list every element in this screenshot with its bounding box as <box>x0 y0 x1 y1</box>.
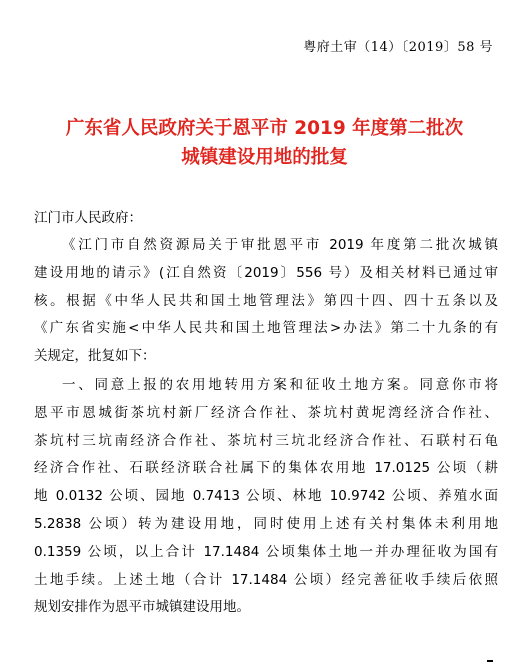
paragraph-line: 土地手续。上述土地（合计 17.1484 公顷）经完善征收手续后依照 <box>34 571 498 588</box>
paragraph-line: 规划安排作为恩平市城镇建设用地。 <box>34 599 250 616</box>
paragraph-line: 《广东省实施<中华人民共和国土地管理法>办法》第二十九条的有 <box>34 320 498 337</box>
paragraph-line: 《江门市自然资源局关于审批恩平市 2019 年度第二批次城镇 <box>62 237 498 253</box>
paragraph-line: 关规定，批复如下： <box>34 348 156 365</box>
title-line-1: 广东省人民政府关于恩平市 2019 年度第二批次 <box>65 118 464 139</box>
paragraph-line: 茶坑村三坑南经济合作社、茶坑村三坑北经济合作社、石联村石龟 <box>34 432 498 449</box>
paragraph-request <box>34 232 498 371</box>
document-title <box>0 114 529 172</box>
document-number: 粤府土审（14）〔2019〕58 号 <box>303 40 493 55</box>
paragraph-line: 经济合作社、石联经济联合社属下的集体农用地 17.0125 公顷（耕 <box>34 460 498 477</box>
paragraph-line: 地 0.0132 公顷、园地 0.7413 公顷、林地 10.9742 公顷、养殖水面 <box>34 488 498 505</box>
page-edge-mark <box>487 660 493 662</box>
paragraph-line: 恩平市恩城街茶坑村新厂经济合作社、茶坑村黄坭湾经济合作社、 <box>34 404 498 421</box>
addressee: 江门市人民政府： <box>34 210 142 226</box>
paragraph-approval-item-1 <box>34 372 498 622</box>
paragraph-line: 建设用地的请示》(江自然资〔2019〕556 号）及相关材料已通过审 <box>34 264 498 281</box>
title-line-2: 城镇建设用地的批复 <box>181 147 348 168</box>
paragraph-line: 0.1359 公顷，以上合计 17.1484 公顷集体土地一并办理征收为国有 <box>34 543 498 560</box>
paragraph-line: 5.2838 公顷）转为建设用地，同时使用上述有关村集体未利用地 <box>34 515 498 532</box>
paragraph-line: 核。根据《中华人民共和国土地管理法》第四十四、四十五条以及 <box>34 292 498 309</box>
paragraph-line: 一、同意上报的农用地转用方案和征收土地方案。同意你市将 <box>62 377 498 393</box>
